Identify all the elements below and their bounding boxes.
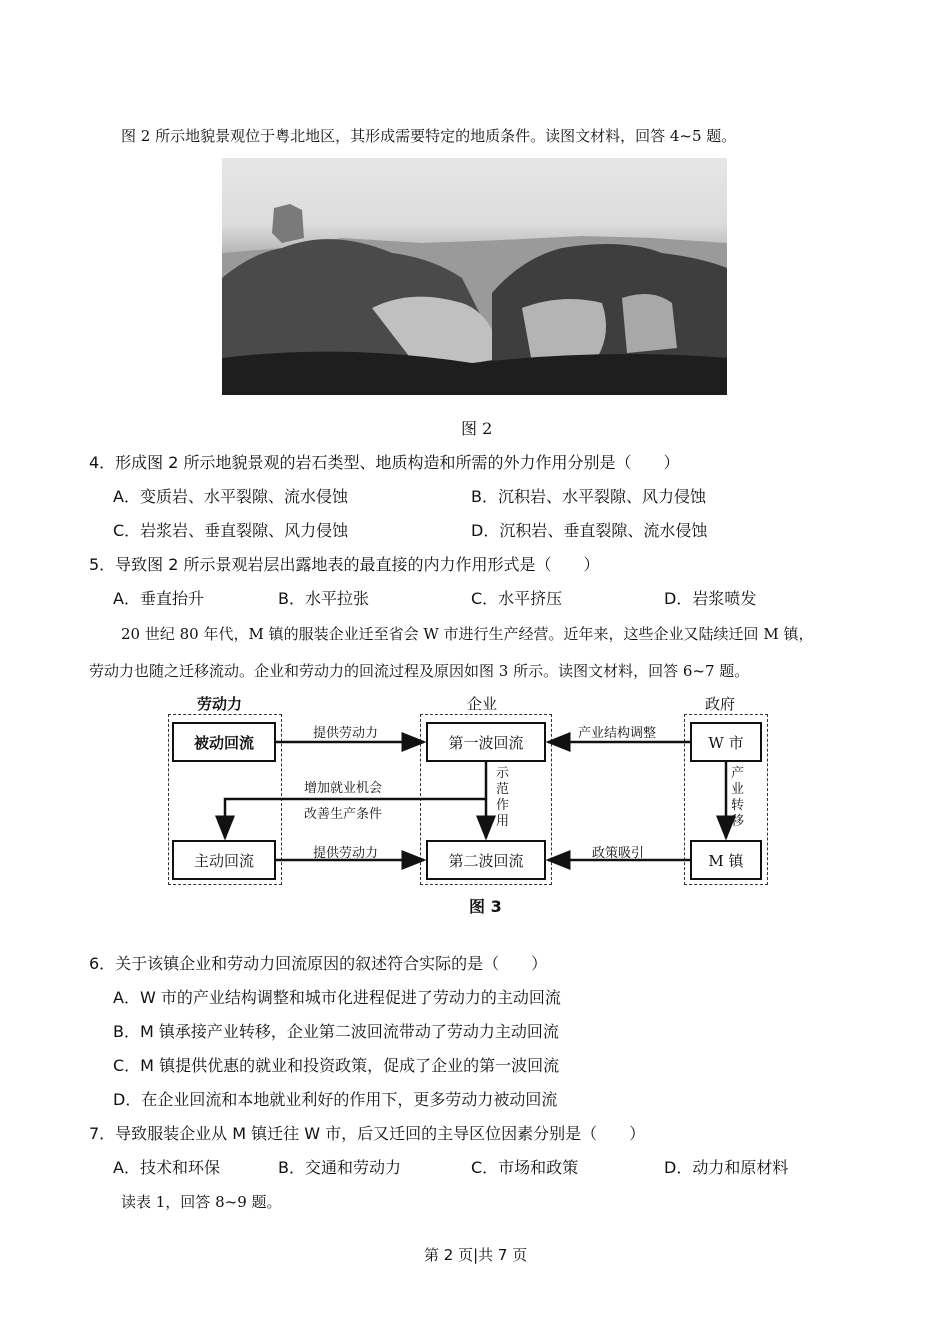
arrow-label-industrial-adjustment: 产业结构调整 xyxy=(578,726,657,741)
passive-return-box: 被动回流 xyxy=(172,722,276,762)
column-label-enterprise: 企业 xyxy=(467,695,498,713)
question-6-stem: 6．关于该镇企业和劳动力回流原因的叙述符合实际的是（ ） xyxy=(89,954,548,973)
intro-text-q8-9: 读表 1，回答 8~9 题。 xyxy=(121,1193,282,1211)
arrow-label-industry-transfer: 产业转移 xyxy=(731,766,745,829)
question-5-option-d: D．岩浆喷发 xyxy=(664,589,757,608)
enterprise-group-box xyxy=(420,714,552,885)
intro-text-q6-7-line2: 劳动力也随之迁移流动。企业和劳动力的回流过程及原因如图 3 所示。读图文材料，回答 6~7 题。 xyxy=(89,662,750,680)
second-wave-box: 第二波回流 xyxy=(426,840,546,880)
question-5-stem: 5．导致图 2 所示景观岩层出露地表的最直接的内力作用形式是（ ） xyxy=(89,555,600,574)
intro-text-q4-5: 图 2 所示地貌景观位于粤北地区，其形成需要特定的地质条件。读图文材料，回答 4~5 题。 xyxy=(121,127,737,145)
question-4-option-d: D．沉积岩、垂直裂隙、流水侵蚀 xyxy=(471,521,708,540)
question-7-option-a: A．技术和环保 xyxy=(113,1158,220,1177)
intro-text-q6-7-line1: 20 世纪 80 年代，M 镇的服装企业迁至省会 W 市进行生产经营。近年来，这些企业又陆续迁回 M 镇， xyxy=(121,625,814,643)
question-7-option-c: C．市场和政策 xyxy=(471,1158,579,1177)
question-6-option-b: B．M 镇承接产业转移，企业第二波回流带动了劳动力主动回流 xyxy=(113,1022,559,1041)
arrow-label-provide-labor-bottom: 提供劳动力 xyxy=(313,846,379,861)
question-6-option-a: A．W 市的产业结构调整和城市化进程促进了劳动力的主动回流 xyxy=(113,988,561,1007)
question-5-option-b: B．水平拉张 xyxy=(278,589,369,608)
landform-photo xyxy=(222,158,727,395)
question-4-option-a: A．变质岩、水平裂隙、流水侵蚀 xyxy=(113,487,348,506)
arrow-label-more-jobs: 增加就业机会 xyxy=(304,781,383,796)
column-label-government: 政府 xyxy=(705,695,736,713)
question-4-option-b: B．沉积岩、水平裂隙、风力侵蚀 xyxy=(471,487,706,506)
arrow-label-demonstration-effect: 示范作用 xyxy=(496,766,510,829)
labor-group-box xyxy=(168,714,282,885)
arrow-label-provide-labor-top: 提供劳动力 xyxy=(313,726,379,741)
column-label-labor: 劳动力 xyxy=(197,695,243,713)
question-6-option-d: D．在企业回流和本地就业利好的作用下，更多劳动力被动回流 xyxy=(113,1090,558,1109)
m-town-box: M 镇 xyxy=(690,840,762,880)
government-group-box xyxy=(684,714,768,885)
question-7-option-b: B．交通和劳动力 xyxy=(278,1158,401,1177)
w-city-box: W 市 xyxy=(690,722,762,762)
question-6-option-c: C．M 镇提供优惠的就业和投资政策，促成了企业的第一波回流 xyxy=(113,1056,560,1075)
question-7-option-d: D．动力和原材料 xyxy=(664,1158,789,1177)
first-wave-box: 第一波回流 xyxy=(426,722,546,762)
question-5-option-c: C．水平挤压 xyxy=(471,589,563,608)
landform-photo-drawing xyxy=(222,158,727,395)
active-return-box: 主动回流 xyxy=(172,840,276,880)
question-4-stem: 4．形成图 2 所示地貌景观的岩石类型、地质构造和所需的外力作用分别是（ ） xyxy=(89,453,680,472)
arrow-label-policy-attraction: 政策吸引 xyxy=(592,846,645,861)
page-footer: 第 2 页|共 7 页 xyxy=(424,1246,528,1264)
figure-2-caption: 图 2 xyxy=(461,419,493,438)
figure-3-caption: 图 3 xyxy=(469,897,502,916)
arrow-label-better-conditions: 改善生产条件 xyxy=(304,807,383,822)
question-4-option-c: C．岩浆岩、垂直裂隙、风力侵蚀 xyxy=(113,521,349,540)
question-7-stem: 7．导致服装企业从 M 镇迁往 W 市，后又迁回的主导区位因素分别是（ ） xyxy=(89,1124,646,1143)
question-5-option-a: A．垂直抬升 xyxy=(113,589,204,608)
